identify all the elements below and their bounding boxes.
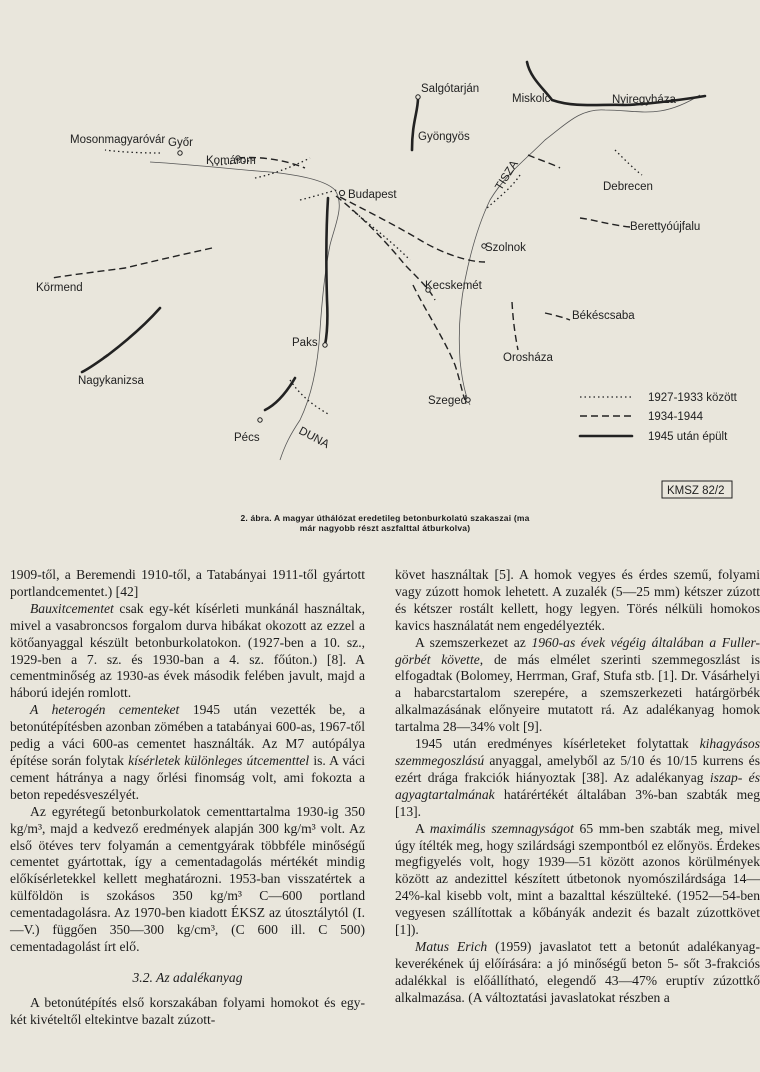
- paragraph: A betonútépítés első korszakában folyami homokot és egy-két kivételtől eltekintve bazalt zúzott-: [10, 994, 365, 1027]
- paragraph: A maximális szemnagyságot 65 mm-ben szabták meg, mivel úgy ítélték meg, hogy szilárdsági szempontból ez előnyös. Érdekes megfigyelés volt, hogy 1939—51 között azonos körülmények között az andezittel készített útbetonok nyomószilárdsága 14—24%-kal kisebb volt, mint a bazalttal készülteké. (1952—54-ben vegyesen szállítottak a kőbányák andezit és bazalt zúzottkövet [1]).: [395, 820, 760, 938]
- caption-line-2: már nagyobb részt aszfalttal átburkolva): [299, 523, 471, 533]
- city-kecskemet: Kecskemét: [425, 280, 482, 292]
- city-markers: [178, 95, 486, 422]
- map-legend: [580, 392, 738, 443]
- city-salgotarjan: Salgótarján: [421, 83, 480, 95]
- source-tag: KMSZ 82/2: [667, 485, 725, 497]
- legend-label-1927: 1927-1933 között: [648, 392, 737, 404]
- city-szeged: Szeged: [428, 395, 468, 407]
- city-kormend: Körmend: [36, 282, 83, 294]
- city-nyiregyhaza: Nyiregyháza: [612, 94, 676, 106]
- paragraph: Matus Erich (1959) javaslatot tett a betonút adalékanyag-keverékének új előírására: a jó minőségű beton 5- sőt 3-frakciós adalékkal is előállítható, elegendő 43—47% eruptív zúzottkő alkalmazása. (A változtatási javaslatokat részben a: [395, 938, 760, 1005]
- city-pecs: Pécs: [234, 432, 260, 444]
- city-szolnok: Szolnok: [485, 242, 526, 254]
- city-miskolc: Miskolc: [512, 93, 551, 105]
- road-network-map: [0, 0, 760, 505]
- paragraph: Bauxitcementet csak egy-két kísérleti munkánál használtak, mivel a vasabroncsos forgalom durva hibákat okozott az ezzel a kötőanyaggal készült betonburkolatokon. (1927-ben a 10. sz., 1929-ben a 7. sz. és 1930-ban a 4. sz. főúton.) [8]. A cementminőség az 1930-as évek második felében javult, majd a háború idején romlott.: [10, 600, 365, 701]
- city-labels: [36, 83, 700, 451]
- section-title: 3.2. Az adalékanyag: [132, 969, 243, 985]
- danube-river: [150, 162, 339, 460]
- city-debrecen: Debrecen: [603, 181, 653, 193]
- legend-label-1945: 1945 után épült: [648, 431, 728, 443]
- river-label-duna: DUNA: [296, 425, 332, 451]
- city-bekescsaba: Békéscsaba: [572, 310, 635, 322]
- paragraph: követ használtak [5]. A homok vegyes és érdes szemű, folyami vagy zúzott homok lehetett. A zuzalék (5—25 mm) kétszer zúzott és kétszer rostált kellett, hogy legyen. Törés nélküli homokos kavics használatát nem engedélyezték.: [395, 567, 760, 633]
- city-gyor: Győr: [168, 137, 193, 149]
- paragraph: 1945 után eredményes kísérleteket folytattak kihagyásos szemmegoszlású anyaggal, amelyből az 5/10 és 10/15 kurrens és ezért drága frakciók hiányoztak [38]. Az adalékanyag iszap- és agyagtartalmának határértékét általában 3%-ban szabták meg [13].: [395, 736, 760, 819]
- city-mosonmagyarovar: Mosonmagyaróvár: [70, 134, 166, 146]
- caption-line-1: 2. ábra. A magyar úthálózat eredetileg betonburkolatú szakaszai (ma: [240, 513, 530, 523]
- left-column: [10, 567, 365, 1029]
- city-berettyoujfalu: Berettyóújfalu: [630, 221, 701, 233]
- city-paks: Paks: [292, 337, 318, 349]
- roads-1945: [82, 62, 705, 410]
- city-nagykanizsa: Nagykanizsa: [78, 375, 144, 387]
- figure-caption: [150, 513, 620, 533]
- city-gyongyos: Gyöngyös: [418, 131, 470, 143]
- city-oroshaza: Orosháza: [503, 352, 553, 364]
- legend-label-1934: 1934-1944: [648, 411, 703, 423]
- paragraph: A szemszerkezet az 1960-as évek végéig általában a Fuller-görbét követte, de más elmélet szerinti szemmegoszlást is elfogadtak (Bolomey, Herrman, Graf, Stufa stb. [1]. Dr. Vásárhelyi a habarcstartalom szerepére, a szemszerkezeti határgörbék alkalmazásának előnyeire mutatott rá. Az adalékanyag homok tartalma 28—34% volt [9].: [395, 634, 760, 735]
- city-komarom: Komárom: [206, 155, 256, 167]
- city-budapest: Budapest: [348, 189, 397, 201]
- right-column: [395, 567, 760, 1007]
- paragraph: 1909-től, a Beremendi 1910-től, a Tatabányai 1911-től gyártott portlandcementet.) [42]: [10, 567, 365, 599]
- river-label-tisza: TISZA: [493, 158, 521, 193]
- paragraph: Az egyrétegű betonburkolatok cementtartalma 1930-ig 350 kg/m³, majd a kedvező eredmények alapján 300 kg/m³ volt. Az első ötéves terv folyamán a cementgyárak többféle minőségű cementet gyártottak, így a cementadagolás mértékét mindig előkísérletekkel kellett meghatározni. 1953-ban visszatértek a külföldön is szokásos 350 kg/m³ C—600 portland cementadagolásra. Az 1970-ben kiadott ÉKSZ az útosztálytól (I.—V.) függően 350—300 kg/cm³, (C 600 ill. C 500) cementadagolást írt elő.: [10, 803, 365, 954]
- paragraph: A heterogén cementeket 1945 után vezették be, a betonútépítésben azonban zömében a tatabányai 600-as, 1967-től pedig a váci 600-as cementet használták. Az M7 autópálya építése során folytak kísérletek különleges útcementtel is. A váci cement hátránya a nagy őrlési finomság volt, ami fokozta a beton repedésveszélyét.: [10, 702, 366, 802]
